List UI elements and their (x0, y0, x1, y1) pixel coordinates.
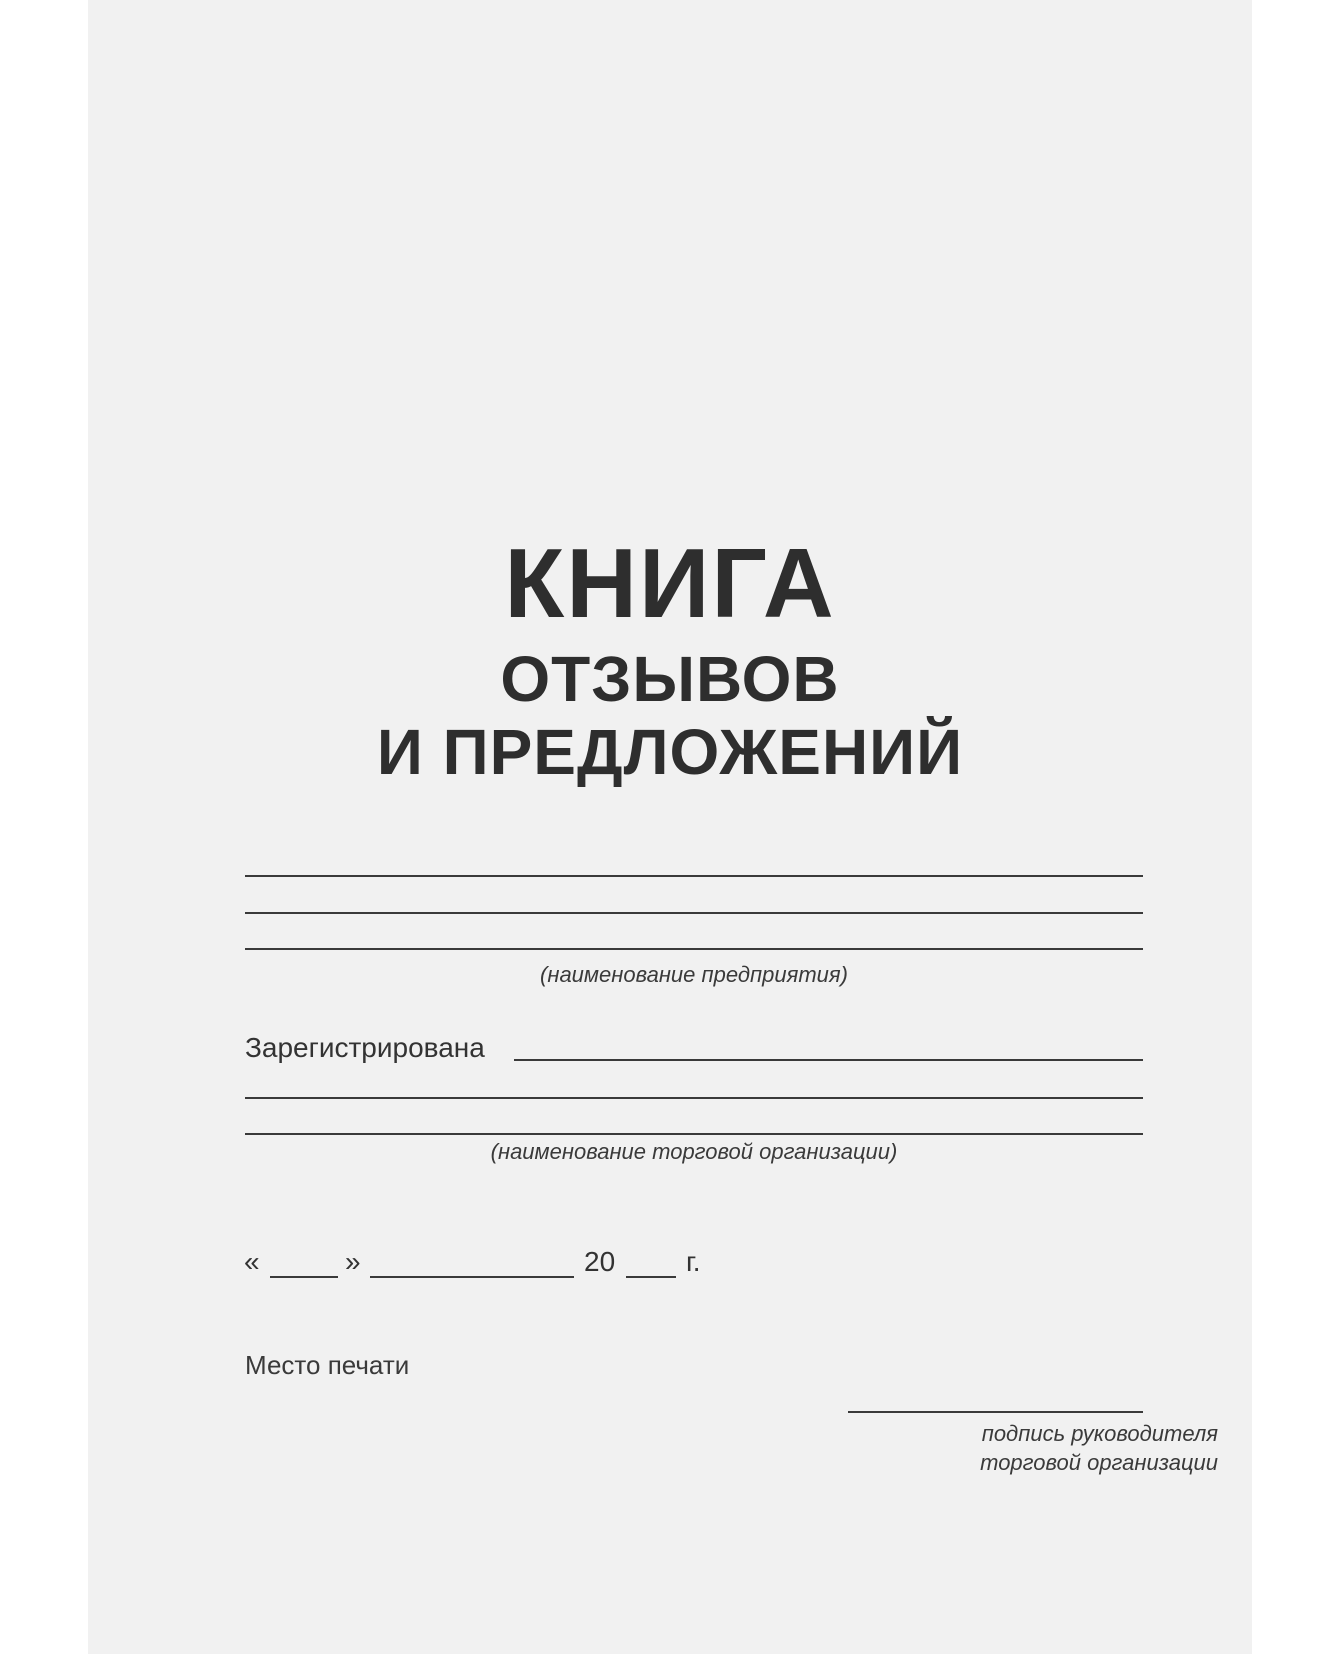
date-open-quote: « (244, 1246, 260, 1277)
year-prefix: 20 (584, 1246, 616, 1277)
seal-label: Место печати (245, 1350, 410, 1380)
month-blank (370, 1276, 574, 1278)
title-line-2: ОТЗЫВОВ (500, 643, 840, 715)
registration-label: Зарегистрирована (245, 1032, 485, 1063)
signature-line (848, 1411, 1143, 1413)
year-suffix: г. (686, 1246, 701, 1277)
enterprise-line-3 (245, 948, 1143, 950)
registration-line-3 (245, 1133, 1143, 1135)
signature-caption-line-1: подпись руководителя (981, 1421, 1218, 1446)
enterprise-caption: (наименование предприятия) (540, 962, 848, 987)
title-line-3: И ПРЕДЛОЖЕНИЙ (376, 716, 964, 788)
date-close-quote: » (345, 1246, 361, 1277)
enterprise-line-2 (245, 912, 1143, 914)
title-main: КНИГА (504, 528, 836, 638)
book-cover (88, 0, 1252, 1654)
signature-caption-line-2: торговой организации (980, 1450, 1218, 1475)
enterprise-line-1 (245, 875, 1143, 877)
registration-line-1 (514, 1059, 1143, 1061)
registration-caption: (наименование торговой организации) (490, 1139, 898, 1164)
year-blank (626, 1276, 676, 1278)
registration-line-2 (245, 1097, 1143, 1099)
day-blank (270, 1276, 338, 1278)
